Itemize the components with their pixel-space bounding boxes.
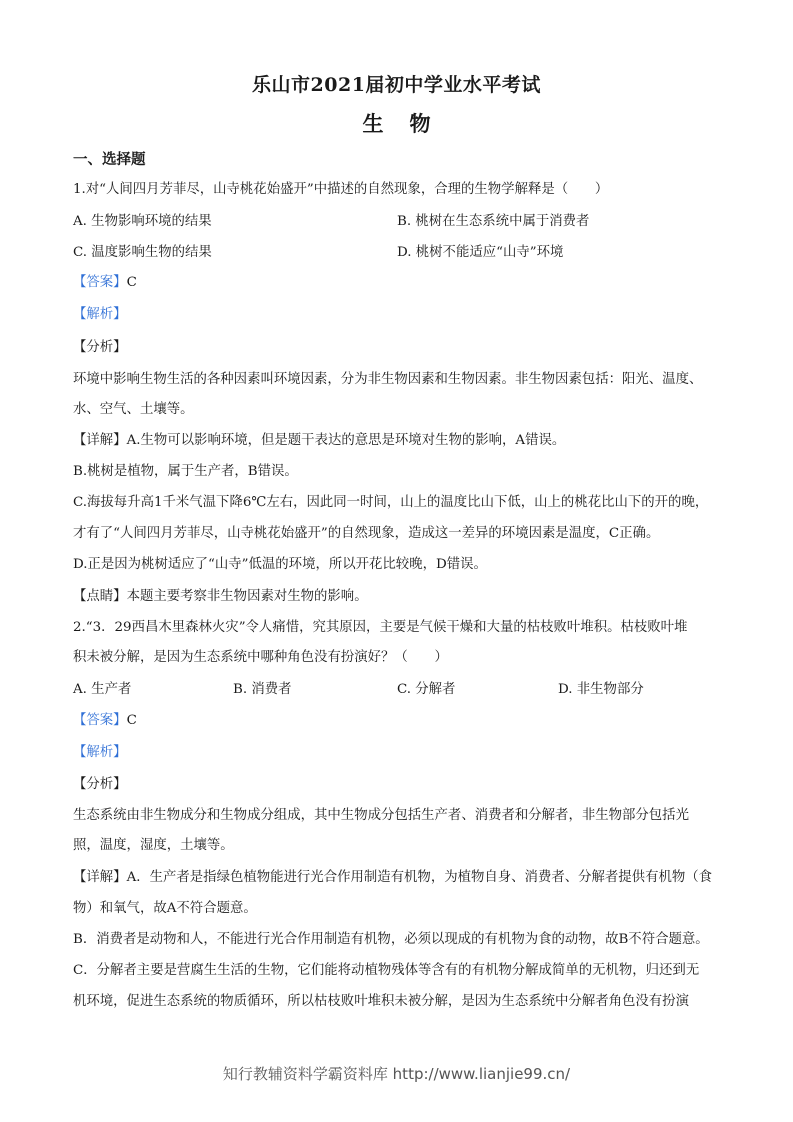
footer-source: 知行教辅资料学霸资料库 http://www.lianjie99.cn/ (222, 1065, 571, 1083)
q1-answer-line (73, 273, 733, 293)
q2-answer-tag: 【答案】 (73, 713, 127, 728)
q1-option-a: A. 生物影响环境的结果 (73, 214, 212, 229)
q1-detail-d: D.正是因为桃树适应了“山寺”低温的环境，所以开花比较晚，D错误。 (73, 557, 487, 572)
q2-fenxi-tag: 【分析】 (73, 777, 127, 792)
q2-fenxi-line-2: 照，温度，湿度，土壤等。 (73, 838, 234, 853)
q2-stem-line-1: 2.“3．29西昌木里森林火灾”令人痛惜，究其原因，主要是气候干燥和大量的枯枝败叶堆积。枯枝败叶堆 (73, 620, 688, 635)
q2-answer-line (73, 711, 733, 731)
q2-answer: C (126, 713, 137, 728)
q1-answer-tag: 【答案】 (73, 275, 127, 290)
q2-detail-c1: C．分解者主要是营腐生生活的生物，它们能将动植物残体等含有的有机物分解成简单的无机物，归还到无 (73, 963, 700, 978)
q1-option-b: B. 桃树在生态系统中属于消费者 (397, 214, 590, 229)
q1-option-d: D. 桃树不能适应“山寺”环境 (397, 245, 564, 260)
q2-option-d: D. 非生物部分 (558, 682, 644, 697)
q1-dianjing-line (73, 587, 733, 607)
q1-dianjing-tag: 【点睛】 (73, 589, 127, 604)
q1-detail-b: B.桃树是植物，属于生产者，B错误。 (73, 464, 298, 479)
q2-stem-line-2: 积未被分解，是因为生态系统中哪种角色没有扮演好？（ ） (73, 650, 448, 665)
section-heading: 一、选择题 (73, 151, 146, 168)
q1-fenxi-line-2: 水、空气、土壤等。 (73, 402, 194, 417)
q1-xiangjie-line (73, 431, 733, 451)
q1-detail-c1: C.海拔每升高1千米气温下降6℃左右，因此同一时间，山上的温度比山下低，山上的桃花比山下的开的晚， (73, 495, 709, 510)
q2-xiangjie-line (73, 868, 733, 888)
q2-detail-c2: 机环境，促进生态系统的物质循环，所以枯枝败叶堆积未被分解，是因为生态系统中分解者角色没有扮演 (73, 994, 689, 1009)
q2-option-a: A. 生产者 (73, 682, 132, 697)
q1-xiangjie-tag: 【详解】 (73, 433, 127, 448)
q2-xiangjie-first: A．生产者是指绿色植物能进行光合作用制造有机物，为植物自身、消费者、分解者提供有机物（食 (126, 870, 713, 885)
q1-jiexi-tag: 【解析】 (73, 307, 127, 322)
q1-stem: 1.对“人间四月芳菲尽，山寺桃花始盛开”中描述的自然现象，合理的生物学解释是（ ） (73, 182, 609, 197)
subject-title: 生物 (362, 111, 457, 136)
q1-dianjing: 本题主要考察非生物因素对生物的影响。 (126, 589, 368, 604)
q1-fenxi-line-1: 环境中影响生物生活的各种因素叫环境因素，分为非生物因素和生物因素。非生物因素包括：阳光、温度、 (73, 372, 703, 387)
q1-option-c: C. 温度影响生物的结果 (73, 245, 212, 260)
q2-fenxi-line-1: 生态系统由非生物成分和生物成分组成，其中生物成分包括生产者、消费者和分解者，非生物部分包括光 (73, 808, 689, 823)
q2-option-b: B. 消费者 (233, 682, 292, 697)
q2-jiexi-tag: 【解析】 (73, 745, 127, 760)
q2-option-c: C. 分解者 (397, 682, 456, 697)
q1-detail-c2: 才有了“人间四月芳菲尽，山寺桃花始盛开”的自然现象，造成这一差异的环境因素是温度，C正确。 (73, 526, 660, 541)
q2-detail-a2: 物）和氧气，故A不符合题意。 (73, 901, 257, 916)
q1-xiangjie-first: A.生物可以影响环境，但是题干表达的意思是环境对生物的影响，A错误。 (126, 433, 566, 448)
exam-title: 乐山市2021届初中学业水平考试 (252, 74, 541, 96)
q1-answer: C (126, 275, 137, 290)
q1-fenxi-tag: 【分析】 (73, 340, 127, 355)
q2-xiangjie-tag: 【详解】 (73, 870, 127, 885)
q2-detail-b: B．消费者是动物和人，不能进行光合作用制造有机物，必须以现成的有机物为食的动物，故B不符合题意。 (73, 932, 709, 947)
